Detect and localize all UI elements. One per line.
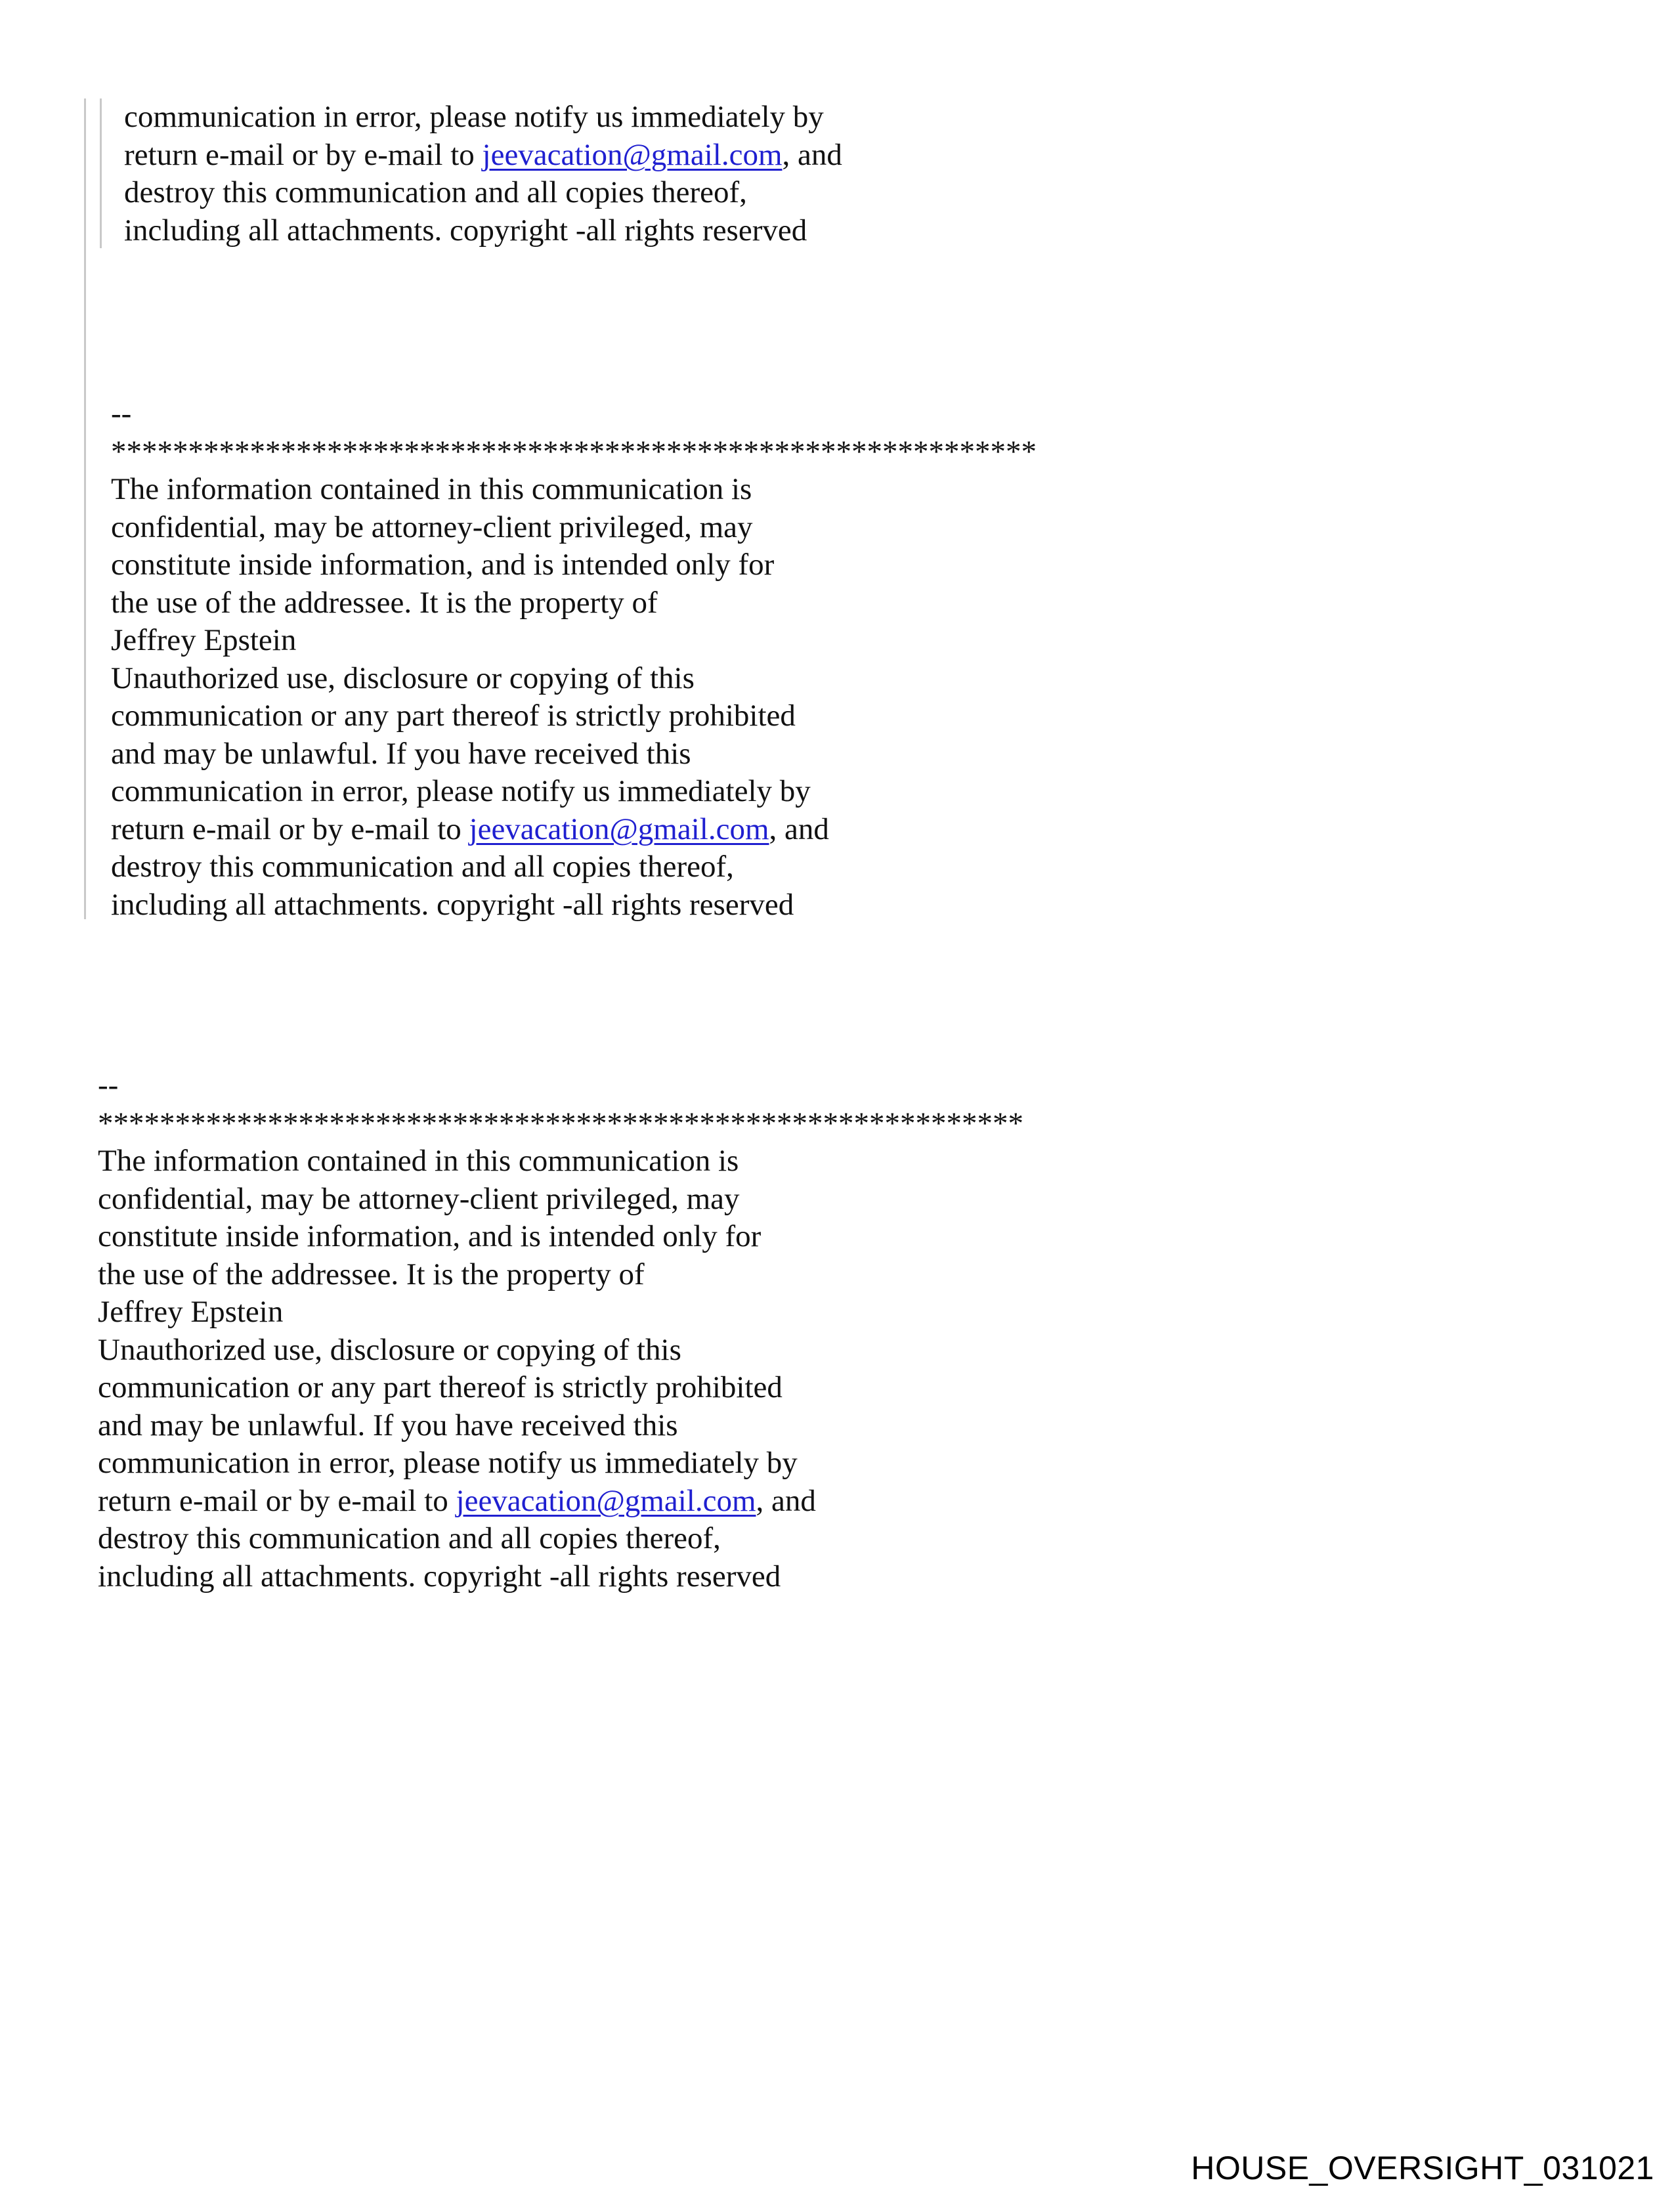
disclaimer-line: communication or any part thereof is strictly prohibited bbox=[111, 699, 796, 733]
disclaimer-line: destroy this communication and all copies thereof, bbox=[98, 1521, 721, 1555]
disclaimer-line: The information contained in this communication is bbox=[111, 472, 752, 506]
disclaimer-line: The information contained in this communication is bbox=[98, 1144, 739, 1178]
disclaimer-line: destroy this communication and all copies thereof, bbox=[124, 175, 747, 209]
disclaimer-line: the use of the addressee. It is the property of bbox=[98, 1257, 645, 1291]
email-line-suffix: , and bbox=[782, 137, 842, 172]
email-line-prefix: return e-mail or by e-mail to bbox=[124, 137, 483, 172]
disclaimer-line: constitute inside information, and is intended only for bbox=[98, 1219, 762, 1253]
quote-bar-inner bbox=[100, 98, 102, 248]
disclaimer-line: Jeffrey Epstein bbox=[111, 623, 297, 657]
disclaimer-line: communication in error, please notify us immediately by bbox=[98, 1446, 798, 1480]
disclaimer-bottom bbox=[98, 1067, 1023, 1595]
disclaimer-line: including all attachments. copyright -all rights reserved bbox=[124, 213, 807, 248]
email-line-prefix: return e-mail or by e-mail to bbox=[111, 812, 469, 846]
disclaimer-line: the use of the addressee. It is the property of bbox=[111, 585, 658, 620]
email-line-prefix: return e-mail or by e-mail to bbox=[98, 1483, 456, 1518]
disclaimer-line: constitute inside information, and is intended only for bbox=[111, 548, 775, 582]
quoted-disclaimer-top bbox=[124, 98, 842, 249]
disclaimer-line: Unauthorized use, disclosure or copying of this bbox=[98, 1332, 681, 1367]
disclaimer-line: and may be unlawful. If you have received this bbox=[98, 1408, 678, 1442]
disclaimer-line: confidential, may be attorney-client privileged, may bbox=[111, 510, 753, 544]
signature-separator-dash: -- bbox=[111, 397, 132, 431]
email-link[interactable]: jeevacation@gmail.com bbox=[482, 137, 783, 172]
email-line-suffix: , and bbox=[756, 1483, 816, 1518]
disclaimer-line: confidential, may be attorney-client privileged, may bbox=[98, 1181, 740, 1216]
disclaimer-line: Unauthorized use, disclosure or copying of this bbox=[111, 661, 695, 695]
disclaimer-line: destroy this communication and all copies thereof, bbox=[111, 850, 734, 884]
signature-separator-dash: -- bbox=[98, 1068, 119, 1102]
disclaimer-email-line bbox=[98, 1483, 1023, 1521]
disclaimer-line: including all attachments. copyright -all rights reserved bbox=[111, 887, 794, 922]
email-link[interactable]: jeevacation@gmail.com bbox=[456, 1483, 756, 1518]
bates-number: HOUSE_OVERSIGHT_031021 bbox=[1191, 2150, 1654, 2186]
disclaimer-email-line bbox=[124, 137, 842, 175]
quoted-disclaimer-middle bbox=[111, 395, 1037, 924]
disclaimer-line: communication in error, please notify us immediately by bbox=[111, 774, 811, 808]
quote-bar-outer bbox=[84, 98, 86, 919]
disclaimer-email-line bbox=[111, 811, 1037, 849]
disclaimer-line: and may be unlawful. If you have received this bbox=[111, 736, 691, 771]
signature-separator-stars: ************************************************************ bbox=[98, 1106, 1023, 1140]
signature-separator-stars: ************************************************************ bbox=[111, 434, 1037, 469]
disclaimer-line: including all attachments. copyright -all rights reserved bbox=[98, 1559, 781, 1594]
disclaimer-line: communication or any part thereof is strictly prohibited bbox=[98, 1370, 783, 1404]
disclaimer-line: communication in error, please notify us immediately by bbox=[124, 100, 824, 134]
email-line-suffix: , and bbox=[769, 812, 829, 846]
disclaimer-line: Jeffrey Epstein bbox=[98, 1295, 284, 1329]
email-link[interactable]: jeevacation@gmail.com bbox=[469, 812, 769, 846]
